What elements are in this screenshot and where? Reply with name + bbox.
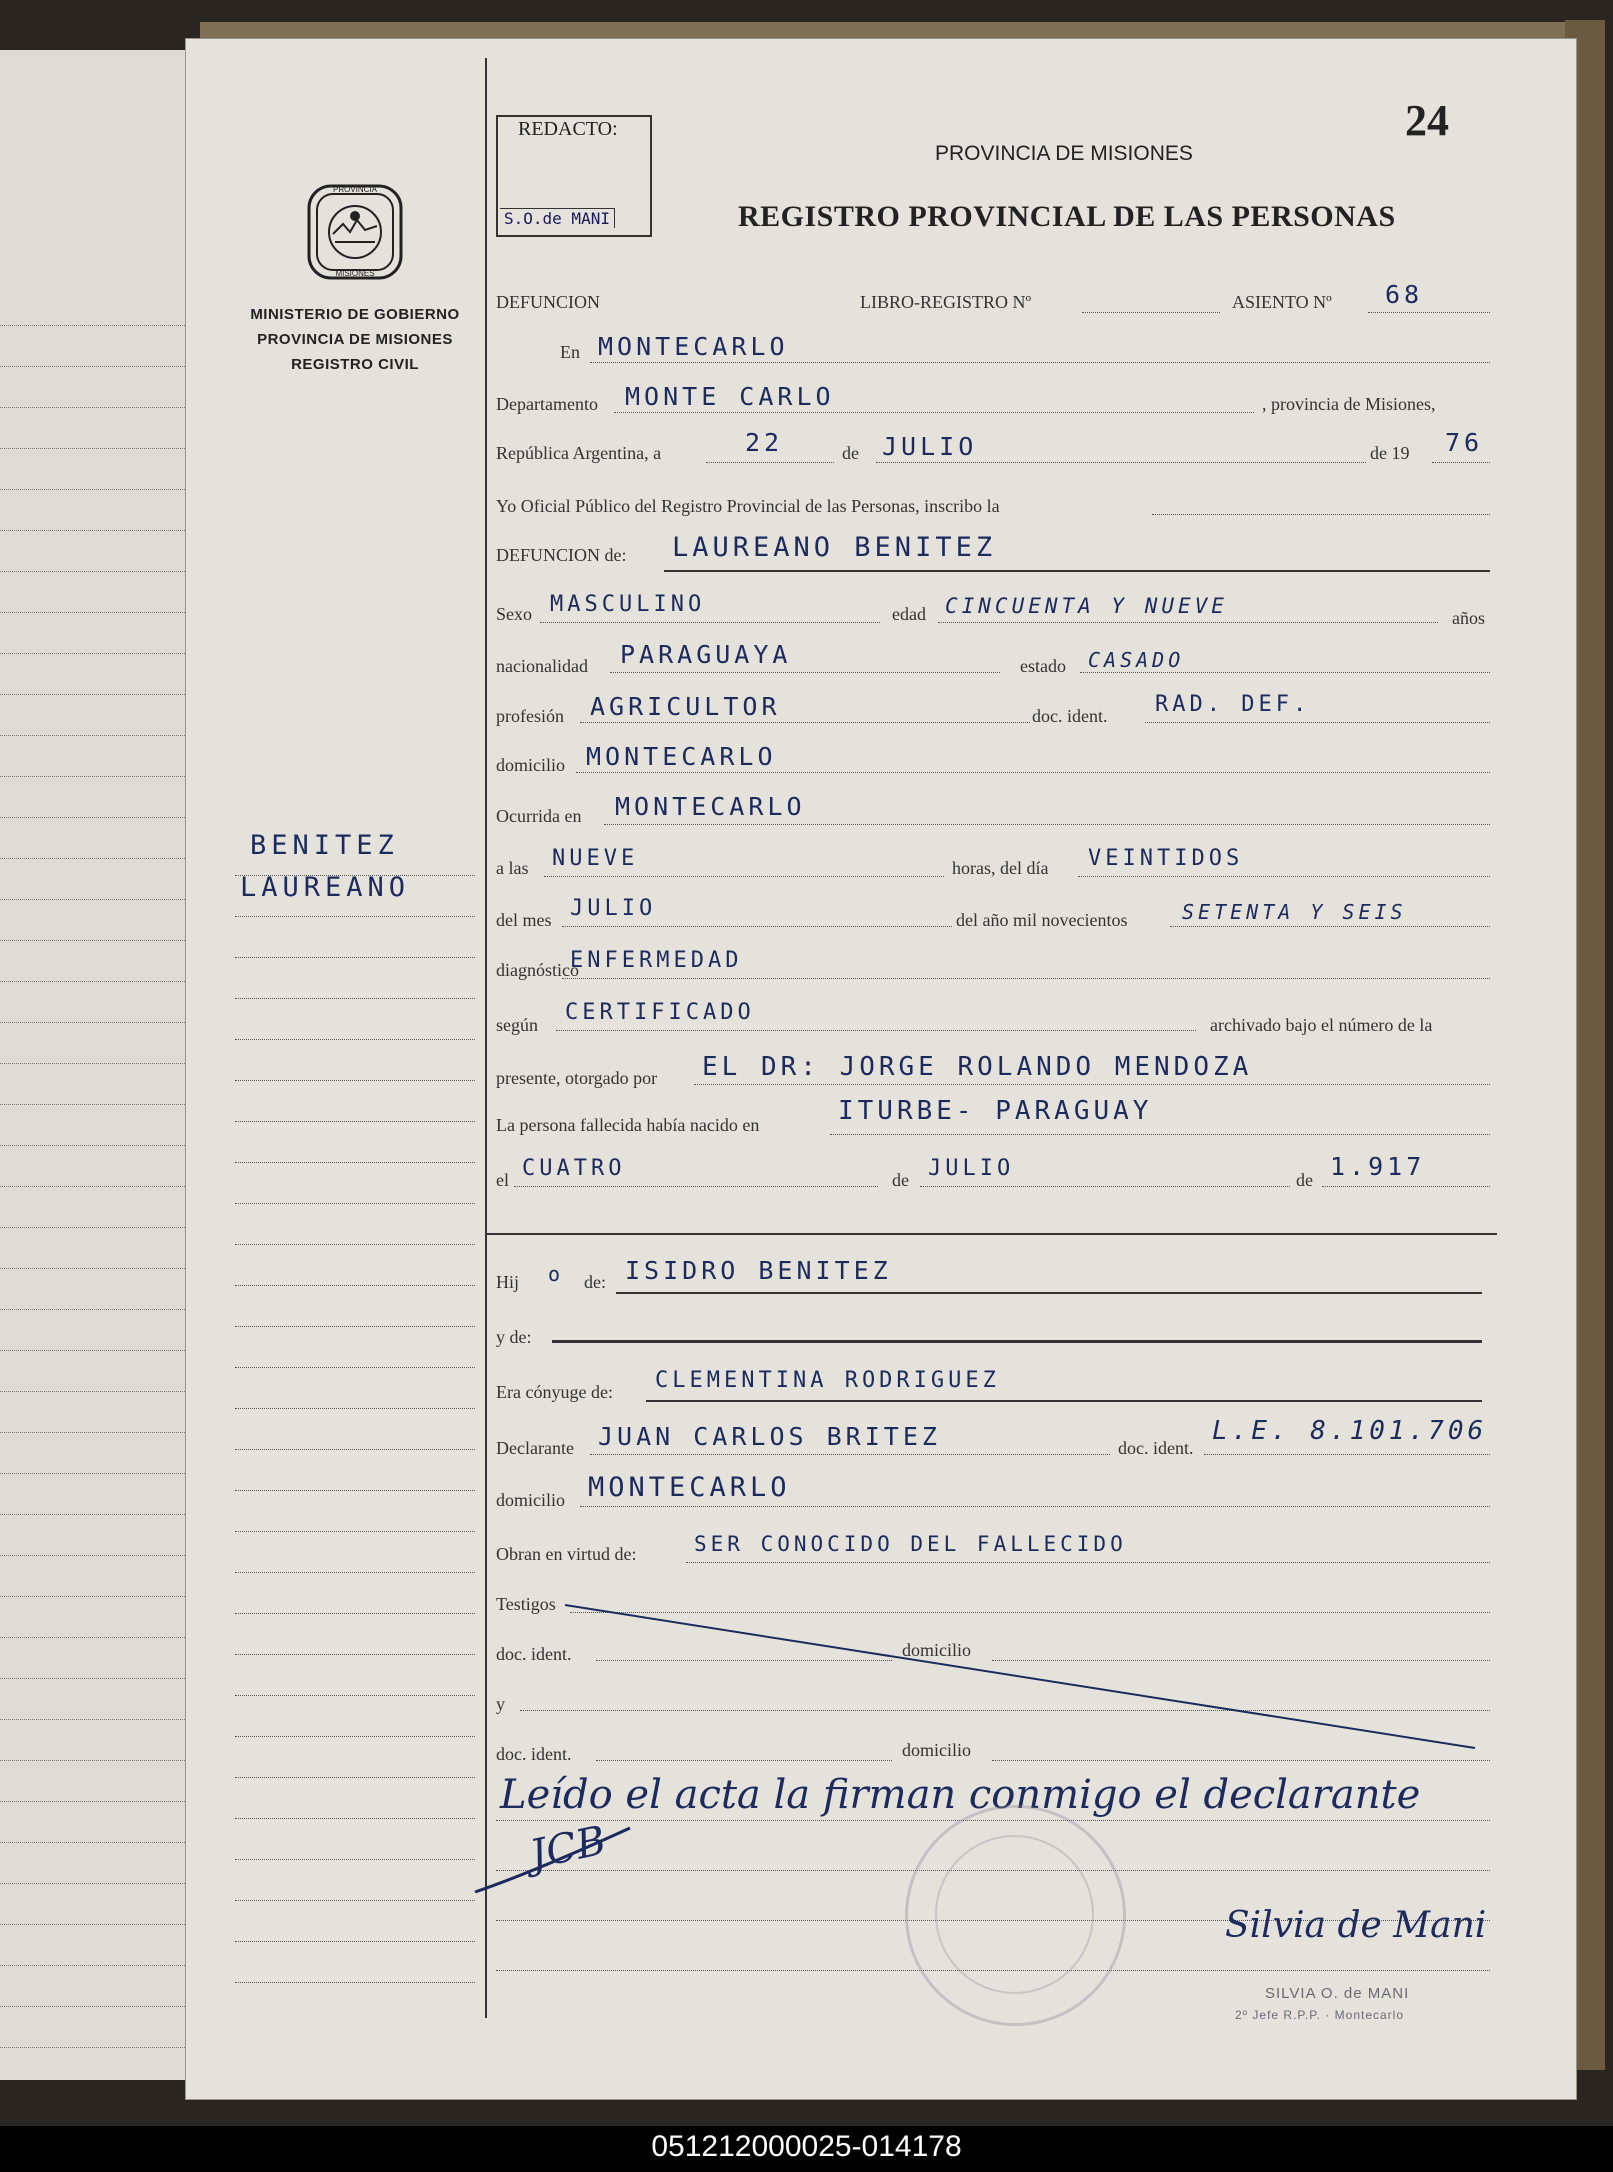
mes-value: JULIO [570, 896, 657, 921]
left-page-rule [0, 858, 185, 859]
mes-nac-value: JULIO [928, 1156, 1015, 1181]
left-page-rule [0, 1145, 185, 1146]
left-page-rule [0, 1801, 185, 1802]
ministry-line3: REGISTRO CIVIL [291, 356, 419, 373]
left-page-rule [0, 530, 185, 531]
left-page-rule [0, 1104, 185, 1105]
sexo-value: MASCULINO [550, 592, 706, 617]
margin-rule [235, 1162, 475, 1163]
diagnostico-value: ENFERMEDAD [570, 948, 743, 973]
margin-rule [235, 1326, 475, 1327]
left-page-rule [0, 1309, 185, 1310]
left-page-rule [0, 776, 185, 777]
margin-rule [235, 1859, 475, 1860]
departamento-value: MONTE CARLO [625, 382, 835, 411]
official-name: SILVIA O. de MANI [1265, 1985, 1410, 2002]
de19-label: de 19 [1370, 443, 1410, 463]
declarante-dom-value: MONTECARLO [588, 1472, 791, 1503]
margin-rule [235, 1367, 475, 1368]
edad-label: edad [892, 604, 926, 624]
estado-label: estado [1020, 656, 1066, 676]
a-las-value: NUEVE [552, 846, 639, 871]
testigos-label: Testigos [496, 1594, 556, 1614]
declarante-label: Declarante [496, 1438, 574, 1458]
margin-rule [235, 1982, 475, 1983]
provincial-seal [295, 172, 415, 292]
segun-value: CERTIFICADO [565, 1000, 755, 1025]
margin-rule [235, 998, 475, 999]
margin-rule [235, 1203, 475, 1204]
ministry-line2: PROVINCIA DE MISIONES [257, 331, 453, 348]
seal-text-bottom: MISIONES [335, 269, 375, 278]
margin-rule [235, 1490, 475, 1491]
de-mes-label: de [892, 1170, 909, 1190]
asiento-value: 68 [1385, 280, 1424, 309]
left-page-rule [0, 1473, 185, 1474]
testigos-strike-line [560, 1600, 1480, 1750]
margin-note-surname: BENITEZ [250, 830, 399, 861]
declarante-value: JUAN CARLOS BRITEZ [598, 1422, 941, 1451]
year-value: 76 [1445, 428, 1484, 457]
profesion-label: profesión [496, 706, 564, 726]
left-page-rule [0, 1924, 185, 1925]
margin-rule [235, 1695, 475, 1696]
obran-value: SER CONOCIDO DEL FALLECIDO [694, 1532, 1127, 1556]
registry-stamp-inner [935, 1835, 1094, 1994]
hij-suffix: o [548, 1262, 565, 1286]
doc-ident-label: doc. ident. [1032, 706, 1108, 726]
margin-rule [235, 1121, 475, 1122]
left-page-rule [0, 940, 185, 941]
left-page-rule [0, 694, 185, 695]
declarante-doc-value: L.E. 8.101.706 [1212, 1416, 1488, 1446]
hij-de-label: de: [584, 1272, 606, 1292]
deceased-name: LAUREANO BENITEZ [672, 532, 997, 563]
seal-text-top: PROVINCIA [332, 185, 378, 194]
ano-value: SETENTA Y SEIS [1182, 900, 1407, 924]
republica-label: República Argentina, a [496, 443, 662, 463]
redacto-label: REDACTO: [518, 118, 618, 140]
nacionalidad-label: nacionalidad [496, 656, 588, 676]
registry-title: REGISTRO PROVINCIAL DE LAS PERSONAS [738, 200, 1396, 233]
left-page-rule [0, 1842, 185, 1843]
left-page-rule [0, 1596, 185, 1597]
otorgado-value: EL DR: JORGE ROLANDO MENDOZA [702, 1052, 1253, 1082]
declarant-initials: JCB [526, 1817, 610, 1879]
declarante-doc-label: doc. ident. [1118, 1438, 1194, 1458]
left-page-rule [0, 1514, 185, 1515]
left-page-rule [0, 1227, 185, 1228]
margin-rule [235, 1818, 475, 1819]
anos-label: años [1452, 608, 1485, 628]
left-page-rule [0, 1063, 185, 1064]
margin-rule [235, 1531, 475, 1532]
margin-rule [235, 1777, 475, 1778]
defuncion-de-label: DEFUNCION de: [496, 545, 627, 565]
margin-rule [235, 1449, 475, 1450]
domicilio-label: domicilio [496, 755, 565, 775]
left-page-rule [0, 1268, 185, 1269]
left-page-rule [0, 407, 185, 408]
left-page-rule [0, 1719, 185, 1720]
del-mes-label: del mes [496, 910, 552, 930]
left-page-rule [0, 1678, 185, 1679]
margin-rule [235, 1080, 475, 1081]
defuncion-label: DEFUNCION [496, 292, 601, 312]
margin-rule [235, 1736, 475, 1737]
margin-rule [235, 1941, 475, 1942]
en-value: MONTECARLO [598, 332, 789, 361]
margin-rule [235, 1408, 475, 1409]
ministry-line1: MINISTERIO DE GOBIERNO [250, 306, 460, 323]
left-page-rule [0, 489, 185, 490]
archivado-label: archivado bajo el número de la [1210, 1015, 1433, 1035]
margin-rule [235, 1039, 475, 1040]
official-signature: Silvia de Mani [1225, 1905, 1487, 1946]
left-page-rule [0, 817, 185, 818]
testigo2-doc-label: doc. ident. [496, 1744, 572, 1764]
margin-rule [235, 1613, 475, 1614]
day-value: 22 [745, 428, 784, 457]
section-divider [485, 1233, 1497, 1235]
de-label: de [842, 443, 859, 463]
left-page-rule [0, 366, 185, 367]
left-page [0, 50, 202, 2080]
domicilio-value: MONTECARLO [586, 742, 777, 771]
margin-rule [235, 916, 475, 917]
margin-rule [235, 1285, 475, 1286]
left-page-rule [0, 571, 185, 572]
testigo2-label: y [496, 1694, 505, 1714]
padre-value: ISIDRO BENITEZ [625, 1256, 892, 1285]
nacido-label: La persona fallecida había nacido en [496, 1115, 760, 1135]
left-page-rule [0, 1883, 185, 1884]
left-page-rule [0, 653, 185, 654]
ocurrida-value: MONTECARLO [615, 792, 806, 821]
left-page-rule [0, 735, 185, 736]
presente-label: presente, otorgado por [496, 1068, 658, 1088]
departamento-label: Departamento [496, 394, 598, 414]
nacionalidad-value: PARAGUAYA [620, 640, 792, 669]
conyuge-label: Era cónyuge de: [496, 1382, 613, 1402]
segun-label: según [496, 1015, 538, 1035]
margin-rule [235, 1654, 475, 1655]
sexo-label: Sexo [496, 604, 532, 624]
del-ano-label: del año mil novecientos [956, 910, 1128, 930]
left-page-rule [0, 1637, 185, 1638]
margin-rule [235, 957, 475, 958]
left-page-rule [0, 1760, 185, 1761]
asiento-label: ASIENTO Nº [1232, 292, 1332, 312]
margin-rule [235, 1244, 475, 1245]
de-year-label: de [1296, 1170, 1313, 1190]
left-page-rule [0, 1965, 185, 1966]
left-page-rule [0, 325, 185, 326]
testigo2-dom-label: domicilio [902, 1740, 971, 1760]
ano-nac-value: 1.917 [1330, 1152, 1426, 1181]
testigo1-doc-label: doc. ident. [496, 1644, 572, 1664]
a-las-label: a las [496, 858, 529, 878]
estado-value: CASADO [1088, 648, 1185, 672]
margin-rule [235, 1572, 475, 1573]
testigo1-dom-label: domicilio [902, 1640, 971, 1660]
libro-label: LIBRO-REGISTRO Nº [860, 292, 1032, 312]
yo-oficial-text: Yo Oficial Público del Registro Provincial de las Personas, inscribo la [496, 496, 1000, 516]
left-page-rule [0, 612, 185, 613]
y-de-label: y de: [496, 1327, 532, 1347]
el-label: el [496, 1170, 509, 1190]
horas-label: horas, del día [952, 858, 1049, 878]
en-label: En [560, 342, 580, 362]
province-header: PROVINCIA DE MISIONES [935, 142, 1193, 165]
doc-ident-value: RAD. DEF. [1155, 692, 1311, 717]
margin-rule [235, 1900, 475, 1901]
column-divider [485, 58, 487, 2018]
month-value: JULIO [882, 432, 978, 461]
declarante-dom-label: domicilio [496, 1490, 565, 1510]
edad-value: CINCUENTA Y NUEVE [945, 594, 1228, 618]
left-page-rule [0, 1432, 185, 1433]
diagnostico-label: diagnóstico [496, 960, 579, 980]
el-value: CUATRO [522, 1156, 626, 1181]
conyuge-value: CLEMENTINA RODRIGUEZ [655, 1368, 1000, 1393]
provincia-label: , provincia de Misiones, [1262, 394, 1436, 414]
official-role: 2º Jefe R.P.P. · Montecarlo [1235, 2008, 1405, 2022]
dia-value: VEINTIDOS [1088, 846, 1244, 871]
left-page-rule [0, 1555, 185, 1556]
nacido-value: ITURBE- PARAGUAY [838, 1096, 1153, 1126]
page-number: 24 [1405, 96, 1449, 145]
hij-label: Hij [496, 1272, 520, 1292]
left-page-rule [0, 2047, 185, 2048]
left-page-rule [0, 899, 185, 900]
left-page-rule [0, 1391, 185, 1392]
footer-id: 051212000025-014178 [651, 2130, 962, 2163]
left-page-rule [0, 1186, 185, 1187]
margin-note-given-name: LAUREANO [240, 872, 411, 903]
left-page-rule [0, 981, 185, 982]
left-page-rule [0, 1350, 185, 1351]
obran-label: Obran en virtud de: [496, 1544, 637, 1564]
left-page-rule [0, 1022, 185, 1023]
ocurrida-label: Ocurrida en [496, 806, 582, 826]
profesion-value: AGRICULTOR [590, 692, 781, 721]
redacto-signature: S.O.de MANI [500, 208, 615, 228]
left-page-rule [0, 448, 185, 449]
closing-text: Leído el acta la firman conmigo el declarante [500, 1772, 1421, 1818]
initials-stroke [470, 1817, 640, 1900]
left-page-rule [0, 2006, 185, 2007]
